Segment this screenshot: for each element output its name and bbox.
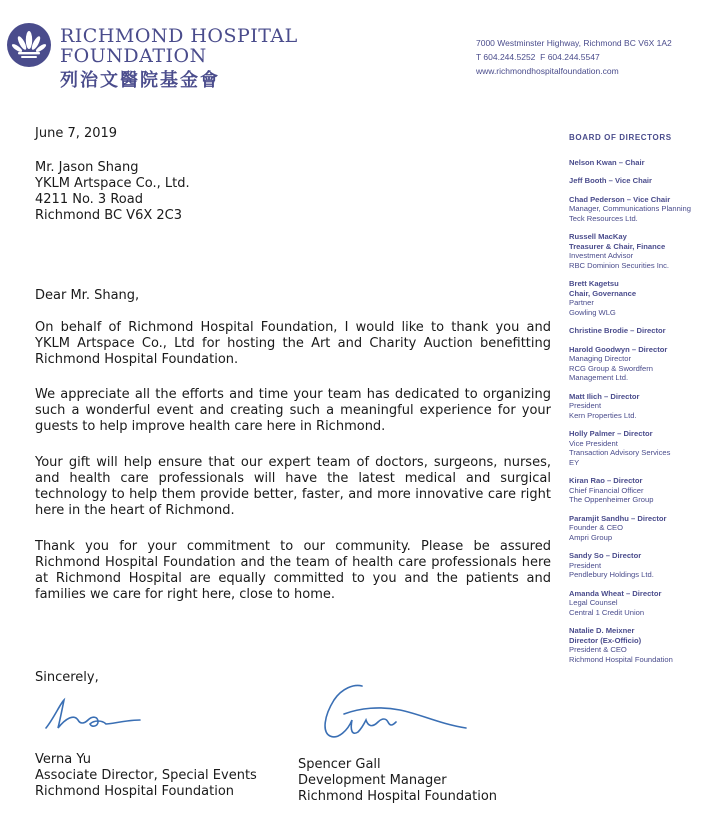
board-member (569, 514, 714, 543)
board-member (569, 176, 714, 186)
body-paragraph: Thank you for your commitment to our community. Please be assured Richmond Hospital Foundation and the team of health care professionals here at Richmond Hospital are equally committed to you and the patients and families we care for right here, close to home. (35, 539, 551, 602)
member-detail: Teck Resources Ltd. (569, 213, 638, 223)
board-of-directors (569, 133, 714, 673)
body-paragraph: We appreciate all the efforts and time your team has dedicated to organizing such a wonderful event and creating such a meaningful experience for your guests to help improve health care here in Richmond. (35, 387, 551, 434)
member-detail: Founder & CEO (569, 523, 624, 532)
member-name: Matt Ilich – Director (569, 391, 640, 401)
organization-name (60, 26, 298, 66)
closing: Sincerely, (35, 670, 99, 685)
board-member (569, 326, 714, 336)
member-name: Harold Goodwyn – Director (569, 344, 668, 354)
signatory-name: Verna Yu (35, 752, 92, 767)
member-role: Treasurer & Chair, Finance (569, 241, 666, 251)
member-detail: Manager, Communications Planning (569, 204, 691, 213)
board-member (569, 392, 714, 421)
organization-name-line1: RICHMOND HOSPITAL (60, 25, 298, 47)
recipient-line: YKLM Artspace Co., Ltd. (35, 176, 190, 191)
board-member (569, 589, 714, 618)
recipient-line: 4211 No. 3 Road (35, 192, 143, 207)
organization-name-line2: FOUNDATION (60, 45, 207, 67)
contact-block (476, 36, 672, 78)
member-detail: Management Ltd. (569, 373, 629, 382)
signatory-title: Associate Director, Special Events (35, 768, 257, 783)
body-paragraph: On behalf of Richmond Hospital Foundation, I would like to thank you and YKLM Artspace Co., Ltd for hosting the Art and Charity Auction benefitting Richmond Hospital Foundation. (35, 320, 551, 367)
board-member (569, 429, 714, 467)
phone-fax-row (476, 50, 672, 64)
member-detail: Investment Advisor (569, 251, 634, 260)
member-detail: Gowling WLG (569, 307, 616, 317)
signatory-org: Richmond Hospital Foundation (35, 784, 235, 799)
board-member (569, 345, 714, 383)
phone: T 604.244.5252 (476, 52, 536, 62)
member-detail: Chief Financial Officer (569, 485, 644, 495)
signature-spencer-gall (300, 680, 470, 750)
member-detail: Kern Properties Ltd. (569, 410, 637, 420)
member-name: Nelson Kwan – Chair (569, 157, 645, 167)
member-detail: Partner (569, 298, 594, 307)
member-detail: Central 1 Credit Union (569, 607, 645, 617)
fax: F 604.244.5547 (540, 52, 600, 62)
member-detail: RBC Dominion Securities Inc. (569, 260, 670, 270)
letter-date: June 7, 2019 (35, 126, 118, 141)
member-detail: Legal Counsel (569, 598, 618, 607)
signatory-org: Richmond Hospital Foundation (298, 789, 498, 804)
signatory-spencer-gall (298, 757, 497, 805)
member-detail: Managing Director (569, 354, 632, 363)
recipient-address (35, 160, 190, 224)
member-detail: Transaction Advisory Services (569, 448, 671, 457)
member-detail: Pendlebury Holdings Ltd. (569, 570, 654, 579)
foundation-logo-icon (6, 22, 52, 68)
member-name: Paramjit Sandhu – Director (569, 513, 667, 523)
signatory-verna-yu (35, 752, 257, 800)
recipient-line: Richmond BC V6X 2C3 (35, 208, 182, 223)
member-name: Jeff Booth – Vice Chair (569, 176, 652, 185)
member-name: Christine Brodie – Director (569, 326, 666, 335)
member-name: Sandy So – Director (569, 551, 642, 560)
board-member (569, 551, 714, 580)
website-link[interactable]: www.richmondhospitalfoundation.com (476, 66, 619, 76)
member-detail: President (569, 401, 602, 410)
member-detail: President & CEO (569, 645, 627, 654)
address: 7000 Westminster Highway, Richmond BC V6X 1A2 (476, 38, 672, 48)
member-name: Brett Kagetsu (569, 279, 619, 288)
board-member (569, 232, 714, 270)
member-detail: Ampri Group (569, 532, 613, 542)
member-name: Kiran Rao – Director (569, 476, 643, 485)
board-member (569, 476, 714, 505)
recipient-line: Mr. Jason Shang (35, 160, 139, 175)
member-name: Natalie D. Meixner (569, 626, 635, 635)
member-name: Holly Palmer – Director (569, 429, 653, 438)
signatory-title: Development Manager (298, 773, 447, 788)
signature-verna-yu (36, 690, 146, 738)
member-detail: EY (569, 457, 580, 467)
salutation: Dear Mr. Shang, (35, 288, 140, 303)
member-name: Russell MacKay (569, 232, 627, 241)
organization-chinese-name: 列治文醫院基金會 (60, 70, 220, 91)
body-paragraph: Your gift will help ensure that our expert team of doctors, surgeons, nurses, and health care professionals will have the latest medical and surgical technology to help them provide better, faster, and more innovative care right here in the heart of Richmond. (35, 455, 551, 518)
board-title: BOARD OF DIRECTORS (569, 133, 672, 142)
member-role: Director (Ex-Officio) (569, 635, 642, 645)
signatory-name: Spencer Gall (298, 757, 381, 772)
member-detail: RCG Group & Swordfern (569, 363, 653, 373)
member-name: Amanda Wheat – Director (569, 588, 662, 598)
member-detail: Richmond Hospital Foundation (569, 654, 673, 664)
board-member (569, 626, 714, 664)
member-detail: Vice President (569, 438, 618, 448)
board-member (569, 195, 714, 224)
member-detail: President (569, 560, 602, 570)
member-name: Chad Pederson – Vice Chair (569, 194, 671, 204)
member-role: Chair, Governance (569, 288, 637, 298)
member-detail: The Oppenheimer Group (569, 495, 654, 504)
board-member (569, 279, 714, 317)
board-member (569, 158, 714, 168)
